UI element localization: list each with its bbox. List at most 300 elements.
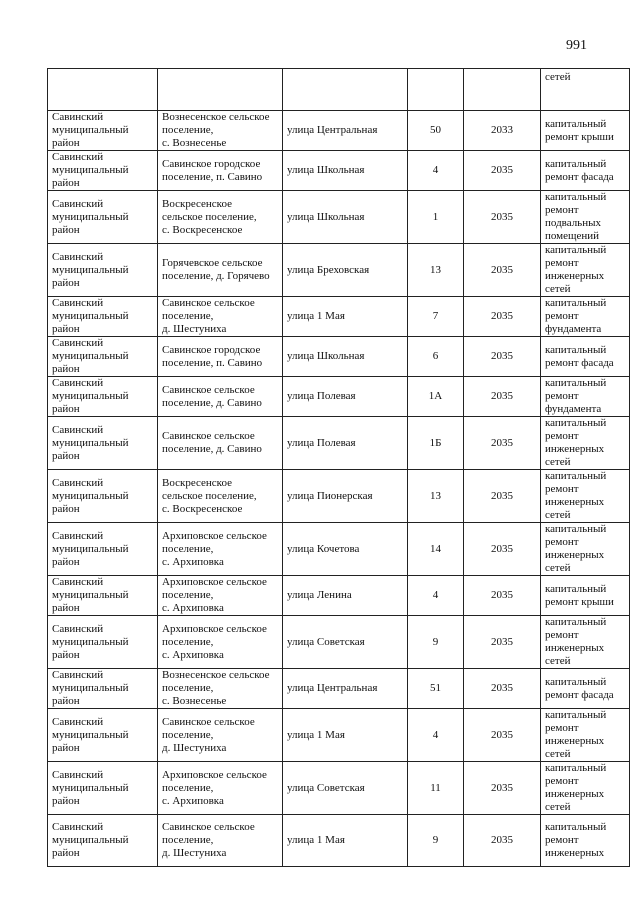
year-cell bbox=[464, 762, 541, 815]
house-number-cell bbox=[408, 191, 464, 244]
settlement-line: Архиповское сельское bbox=[162, 576, 267, 588]
district-line: район bbox=[52, 695, 80, 707]
district-line: район bbox=[52, 137, 80, 149]
district-line: район bbox=[52, 177, 80, 189]
district-cell bbox=[48, 151, 158, 191]
settlement-cell bbox=[158, 191, 283, 244]
work-type-cell bbox=[541, 523, 630, 576]
street-text: улица 1 Мая bbox=[287, 834, 345, 846]
number-text: 7 bbox=[432, 310, 439, 322]
house-number-cell bbox=[408, 815, 464, 867]
settlement-line: поселение, bbox=[162, 589, 214, 601]
street-cell bbox=[283, 69, 408, 111]
work-line: ремонт bbox=[545, 536, 579, 548]
work-line: капитальный bbox=[545, 157, 607, 170]
work-line: ремонт bbox=[545, 483, 579, 495]
street-text: улица 1 Мая bbox=[287, 728, 345, 741]
house-number-cell bbox=[408, 297, 464, 337]
district-line: район bbox=[52, 741, 80, 754]
year-cell bbox=[464, 244, 541, 297]
work-line: ремонт крыши bbox=[545, 595, 614, 608]
settlement-cell bbox=[158, 151, 283, 191]
work-line: ремонт bbox=[545, 430, 579, 442]
house-number-cell bbox=[408, 417, 464, 470]
house-number-cell bbox=[408, 69, 464, 111]
settlement-cell bbox=[158, 244, 283, 297]
district-line: муниципальный bbox=[52, 263, 129, 276]
district-cell bbox=[48, 669, 158, 709]
street-text: улица Школьная bbox=[287, 350, 365, 362]
work-line: инженерных bbox=[545, 847, 605, 859]
work-line: помещений bbox=[545, 230, 600, 242]
settlement-cell bbox=[158, 815, 283, 867]
work-line: ремонт bbox=[545, 834, 579, 846]
district-line: район bbox=[52, 847, 80, 859]
street-cell bbox=[283, 111, 408, 151]
settlement-line: поселение, bbox=[162, 124, 214, 136]
house-number-cell bbox=[408, 111, 464, 151]
street-cell bbox=[283, 470, 408, 523]
work-line: инженерных bbox=[545, 270, 605, 282]
house-number-cell bbox=[408, 709, 464, 762]
work-type-cell bbox=[541, 616, 630, 669]
settlement-line: поселение, bbox=[162, 682, 214, 694]
settlement-line: Вознесенское сельское bbox=[162, 669, 270, 681]
work-line: капитальный bbox=[545, 297, 607, 309]
work-type-cell bbox=[541, 151, 630, 191]
number-text: 51 bbox=[430, 682, 441, 694]
district-line: Савинский bbox=[52, 476, 104, 489]
district-line: муниципальный bbox=[52, 635, 129, 648]
year-cell bbox=[464, 417, 541, 470]
work-type-cell bbox=[541, 377, 630, 417]
district-line: Савинский bbox=[52, 337, 104, 349]
number-text: 50 bbox=[430, 124, 441, 136]
number-text: 13 bbox=[430, 263, 441, 276]
number-text: 9 bbox=[432, 635, 439, 648]
work-line: инженерных bbox=[545, 496, 605, 508]
street-text: улица Пионерская bbox=[287, 489, 373, 502]
district-line: муниципальный bbox=[52, 310, 129, 322]
year-text: 2035 bbox=[491, 350, 513, 362]
district-cell bbox=[48, 69, 158, 111]
settlement-line: поселение, п. Савино bbox=[162, 170, 263, 183]
district-line: район bbox=[52, 555, 80, 568]
district-line: район bbox=[52, 223, 80, 236]
work-line: ремонт фасада bbox=[545, 356, 614, 369]
work-type-cell bbox=[541, 417, 630, 470]
district-cell bbox=[48, 523, 158, 576]
year-text: 2035 bbox=[491, 635, 513, 648]
street-cell bbox=[283, 337, 408, 377]
street-cell bbox=[283, 191, 408, 244]
street-text: улица Полевая bbox=[287, 436, 356, 449]
year-text: 2035 bbox=[491, 210, 513, 223]
settlement-line: поселение, bbox=[162, 635, 214, 648]
work-line: капитальный bbox=[545, 762, 607, 774]
work-line: сетей bbox=[545, 509, 571, 521]
street-text: улица Бреховская bbox=[287, 263, 370, 276]
street-cell bbox=[283, 151, 408, 191]
district-line: район bbox=[52, 323, 80, 335]
settlement-line: Савинское сельское bbox=[162, 383, 255, 396]
district-line: Савинский bbox=[52, 768, 104, 781]
district-cell bbox=[48, 762, 158, 815]
street-text: улица Центральная bbox=[287, 682, 378, 694]
street-text: улица Центральная bbox=[287, 124, 378, 136]
number-text: 6 bbox=[432, 350, 439, 362]
house-number-cell bbox=[408, 244, 464, 297]
work-type-cell bbox=[541, 576, 630, 616]
settlement-line: Савинское городское bbox=[162, 343, 261, 356]
street-text: улица 1 Мая bbox=[287, 310, 345, 322]
district-line: Савинский bbox=[52, 297, 104, 309]
settlement-cell bbox=[158, 762, 283, 815]
district-line: муниципальный bbox=[52, 834, 129, 846]
settlement-line: с. Архиповка bbox=[162, 555, 224, 568]
work-line: ремонт bbox=[545, 775, 579, 787]
work-line: сетей bbox=[545, 71, 571, 83]
settlement-line: д. Шестуниха bbox=[162, 847, 227, 859]
district-line: Савинский bbox=[52, 151, 104, 163]
house-number-cell bbox=[408, 523, 464, 576]
year-text: 2035 bbox=[491, 436, 513, 449]
street-cell bbox=[283, 244, 408, 297]
district-line: муниципальный bbox=[52, 124, 129, 136]
repair-schedule-table bbox=[47, 68, 630, 867]
work-line: капитальный bbox=[545, 117, 607, 130]
street-cell bbox=[283, 576, 408, 616]
year-text: 2033 bbox=[491, 124, 513, 136]
district-cell bbox=[48, 111, 158, 151]
district-line: Савинский bbox=[52, 423, 104, 436]
settlement-line: Горячевское сельское bbox=[162, 257, 263, 269]
number-text: 4 bbox=[432, 164, 439, 176]
settlement-line: Савинское сельское bbox=[162, 297, 255, 309]
work-line: ремонт фасада bbox=[545, 688, 614, 701]
year-cell bbox=[464, 576, 541, 616]
page-number: 991 bbox=[566, 38, 587, 53]
street-cell bbox=[283, 616, 408, 669]
district-line: муниципальный bbox=[52, 489, 129, 502]
year-text: 2035 bbox=[491, 310, 513, 322]
settlement-cell bbox=[158, 669, 283, 709]
settlement-line: Вознесенское сельское bbox=[162, 111, 270, 123]
work-line: ремонт bbox=[545, 722, 579, 734]
work-line: инженерных bbox=[545, 735, 605, 747]
district-line: Савинский bbox=[52, 111, 104, 123]
district-line: муниципальный bbox=[52, 682, 129, 694]
work-line: капитальный bbox=[545, 616, 607, 628]
year-cell bbox=[464, 297, 541, 337]
street-cell bbox=[283, 377, 408, 417]
year-cell bbox=[464, 616, 541, 669]
year-text: 2035 bbox=[491, 728, 513, 741]
work-line: сетей bbox=[545, 283, 571, 295]
house-number-cell bbox=[408, 762, 464, 815]
district-line: район bbox=[52, 403, 80, 415]
table-row bbox=[48, 616, 630, 669]
settlement-line: Архиповское сельское bbox=[162, 529, 267, 542]
number-text: 1 bbox=[432, 210, 439, 223]
year-text: 2035 bbox=[491, 589, 513, 601]
work-line: сетей bbox=[545, 562, 571, 574]
year-text: 2035 bbox=[491, 834, 513, 846]
table-row bbox=[48, 762, 630, 815]
district-line: муниципальный bbox=[52, 390, 129, 402]
district-line: муниципальный bbox=[52, 350, 129, 362]
house-number-cell bbox=[408, 616, 464, 669]
number-text: 4 bbox=[432, 589, 439, 601]
year-text: 2035 bbox=[491, 489, 513, 502]
year-cell bbox=[464, 709, 541, 762]
work-line: ремонт bbox=[545, 390, 579, 402]
work-line: ремонт bbox=[545, 310, 579, 322]
table-row bbox=[48, 337, 630, 377]
table-row bbox=[48, 244, 630, 297]
settlement-cell bbox=[158, 297, 283, 337]
settlement-line: сельское поселение, bbox=[162, 210, 257, 223]
settlement-line: с. Вознесенье bbox=[162, 137, 227, 149]
street-text: улица Советская bbox=[287, 781, 365, 794]
district-cell bbox=[48, 417, 158, 470]
settlement-cell bbox=[158, 69, 283, 111]
street-text: улица Советская bbox=[287, 635, 365, 648]
settlement-cell bbox=[158, 470, 283, 523]
settlement-line: Савинское сельское bbox=[162, 715, 255, 728]
number-text: 11 bbox=[430, 781, 441, 794]
district-cell bbox=[48, 337, 158, 377]
work-type-cell bbox=[541, 815, 630, 867]
district-line: Савинский bbox=[52, 250, 104, 263]
settlement-cell bbox=[158, 377, 283, 417]
district-line: муниципальный bbox=[52, 728, 129, 741]
year-text: 2035 bbox=[491, 390, 513, 402]
number-text: 13 bbox=[430, 489, 441, 502]
house-number-cell bbox=[408, 669, 464, 709]
district-cell bbox=[48, 297, 158, 337]
work-line: инженерных bbox=[545, 549, 605, 561]
district-line: Савинский bbox=[52, 529, 104, 542]
table-row bbox=[48, 576, 630, 616]
work-line: ремонт bbox=[545, 257, 579, 269]
year-cell bbox=[464, 151, 541, 191]
table-row bbox=[48, 151, 630, 191]
settlement-line: сельское поселение, bbox=[162, 489, 257, 502]
house-number-cell bbox=[408, 151, 464, 191]
district-cell bbox=[48, 470, 158, 523]
district-line: район bbox=[52, 276, 80, 289]
work-type-cell bbox=[541, 244, 630, 297]
table-row bbox=[48, 111, 630, 151]
table-row bbox=[48, 669, 630, 709]
district-line: Савинский bbox=[52, 622, 104, 635]
district-line: Савинский bbox=[52, 821, 104, 833]
settlement-cell bbox=[158, 576, 283, 616]
year-cell bbox=[464, 815, 541, 867]
work-type-cell bbox=[541, 762, 630, 815]
table-row bbox=[48, 523, 630, 576]
settlement-line: поселение, д. Савино bbox=[162, 443, 262, 455]
settlement-line: поселение, bbox=[162, 834, 214, 846]
work-type-cell bbox=[541, 69, 630, 111]
year-cell bbox=[464, 523, 541, 576]
settlement-line: Савинское городское bbox=[162, 157, 261, 170]
work-type-cell bbox=[541, 337, 630, 377]
work-line: сетей bbox=[545, 801, 571, 813]
district-line: Савинский bbox=[52, 669, 104, 681]
number-text: 1Б bbox=[429, 436, 442, 449]
settlement-cell bbox=[158, 709, 283, 762]
work-line: капитальный bbox=[545, 417, 607, 429]
settlement-line: с. Воскресенское bbox=[162, 223, 243, 236]
number-text: 1А bbox=[428, 390, 443, 402]
district-line: район bbox=[52, 502, 80, 515]
year-cell bbox=[464, 191, 541, 244]
settlement-line: поселение, д. Горячево bbox=[162, 270, 270, 282]
settlement-line: д. Шестуниха bbox=[162, 741, 227, 754]
table-row bbox=[48, 815, 630, 867]
work-line: капитальный bbox=[545, 191, 607, 203]
settlement-cell bbox=[158, 523, 283, 576]
settlement-cell bbox=[158, 616, 283, 669]
work-line: ремонт фасада bbox=[545, 170, 614, 183]
street-text: улица Полевая bbox=[287, 390, 356, 402]
settlement-line: Воскресенское bbox=[162, 197, 232, 210]
settlement-line: поселение, bbox=[162, 542, 214, 555]
number-text: 9 bbox=[432, 834, 439, 846]
work-line: капитальный bbox=[545, 343, 607, 356]
district-line: муниципальный bbox=[52, 210, 129, 223]
settlement-line: с. Вознесенье bbox=[162, 695, 227, 707]
work-line: подвальных bbox=[545, 217, 601, 229]
settlement-cell bbox=[158, 417, 283, 470]
settlement-line: д. Шестуниха bbox=[162, 323, 227, 335]
settlement-line: с. Архиповка bbox=[162, 602, 224, 614]
settlement-line: поселение, bbox=[162, 310, 214, 322]
work-line: ремонт bbox=[545, 204, 579, 216]
district-line: район bbox=[52, 449, 80, 462]
table-row-fragment bbox=[48, 69, 630, 111]
table-body bbox=[48, 69, 630, 867]
street-cell bbox=[283, 709, 408, 762]
district-line: муниципальный bbox=[52, 164, 129, 176]
street-cell bbox=[283, 669, 408, 709]
district-line: район bbox=[52, 602, 80, 614]
work-line: инженерных bbox=[545, 788, 605, 800]
work-line: капитальный bbox=[545, 675, 607, 688]
table-row bbox=[48, 470, 630, 523]
street-cell bbox=[283, 815, 408, 867]
district-cell bbox=[48, 576, 158, 616]
settlement-line: поселение, д. Савино bbox=[162, 396, 262, 409]
district-cell bbox=[48, 616, 158, 669]
work-line: капитальный bbox=[545, 582, 607, 595]
table-row bbox=[48, 191, 630, 244]
settlement-line: поселение, п. Савино bbox=[162, 356, 263, 369]
street-cell bbox=[283, 523, 408, 576]
settlement-line: поселение, bbox=[162, 728, 214, 741]
work-type-cell bbox=[541, 709, 630, 762]
year-text: 2035 bbox=[491, 164, 513, 176]
year-cell bbox=[464, 669, 541, 709]
street-text: улица Кочетова bbox=[287, 542, 360, 555]
street-cell bbox=[283, 762, 408, 815]
work-line: инженерных bbox=[545, 443, 605, 455]
district-line: муниципальный bbox=[52, 589, 129, 601]
work-line: ремонт bbox=[545, 629, 579, 641]
house-number-cell bbox=[408, 470, 464, 523]
year-text: 2035 bbox=[491, 263, 513, 276]
year-cell bbox=[464, 337, 541, 377]
district-cell bbox=[48, 191, 158, 244]
district-line: Савинский bbox=[52, 377, 104, 389]
settlement-line: Архиповское сельское bbox=[162, 622, 267, 635]
work-line: капитальный bbox=[545, 377, 607, 389]
year-cell bbox=[464, 111, 541, 151]
district-cell bbox=[48, 709, 158, 762]
settlement-line: с. Архиповка bbox=[162, 794, 224, 807]
year-cell bbox=[464, 69, 541, 111]
work-line: сетей bbox=[545, 748, 571, 760]
settlement-line: Савинское сельское bbox=[162, 821, 255, 833]
settlement-line: Архиповское сельское bbox=[162, 768, 267, 781]
district-line: район bbox=[52, 363, 80, 375]
district-cell bbox=[48, 377, 158, 417]
work-line: ремонт крыши bbox=[545, 130, 614, 143]
work-line: сетей bbox=[545, 655, 571, 667]
district-line: Савинский bbox=[52, 197, 104, 210]
district-line: Савинский bbox=[52, 715, 104, 728]
house-number-cell bbox=[408, 377, 464, 417]
work-type-cell bbox=[541, 297, 630, 337]
year-text: 2035 bbox=[491, 542, 513, 555]
work-line: инженерных bbox=[545, 642, 605, 654]
house-number-cell bbox=[408, 337, 464, 377]
work-line: капитальный bbox=[545, 244, 607, 256]
year-text: 2035 bbox=[491, 682, 513, 694]
year-cell bbox=[464, 377, 541, 417]
street-text: улица Ленина bbox=[287, 589, 352, 601]
work-type-cell bbox=[541, 669, 630, 709]
settlement-line: с. Архиповка bbox=[162, 648, 224, 661]
work-type-cell bbox=[541, 111, 630, 151]
street-text: улица Школьная bbox=[287, 210, 365, 223]
work-type-cell bbox=[541, 191, 630, 244]
district-line: муниципальный bbox=[52, 542, 129, 555]
district-line: муниципальный bbox=[52, 781, 129, 794]
settlement-cell bbox=[158, 337, 283, 377]
table-row bbox=[48, 297, 630, 337]
house-number-cell bbox=[408, 576, 464, 616]
year-cell bbox=[464, 470, 541, 523]
work-line: сетей bbox=[545, 456, 571, 468]
district-line: муниципальный bbox=[52, 436, 129, 449]
number-text: 4 bbox=[432, 728, 439, 741]
district-line: Савинский bbox=[52, 576, 104, 588]
settlement-line: поселение, bbox=[162, 781, 214, 794]
table-row bbox=[48, 417, 630, 470]
number-text: 14 bbox=[430, 542, 441, 555]
district-line: район bbox=[52, 794, 80, 807]
district-line: район bbox=[52, 648, 80, 661]
work-type-cell bbox=[541, 470, 630, 523]
district-cell bbox=[48, 244, 158, 297]
work-line: фундамента bbox=[545, 403, 602, 415]
work-line: фундамента bbox=[545, 323, 602, 335]
settlement-cell bbox=[158, 111, 283, 151]
settlement-line: Воскресенское bbox=[162, 476, 232, 489]
